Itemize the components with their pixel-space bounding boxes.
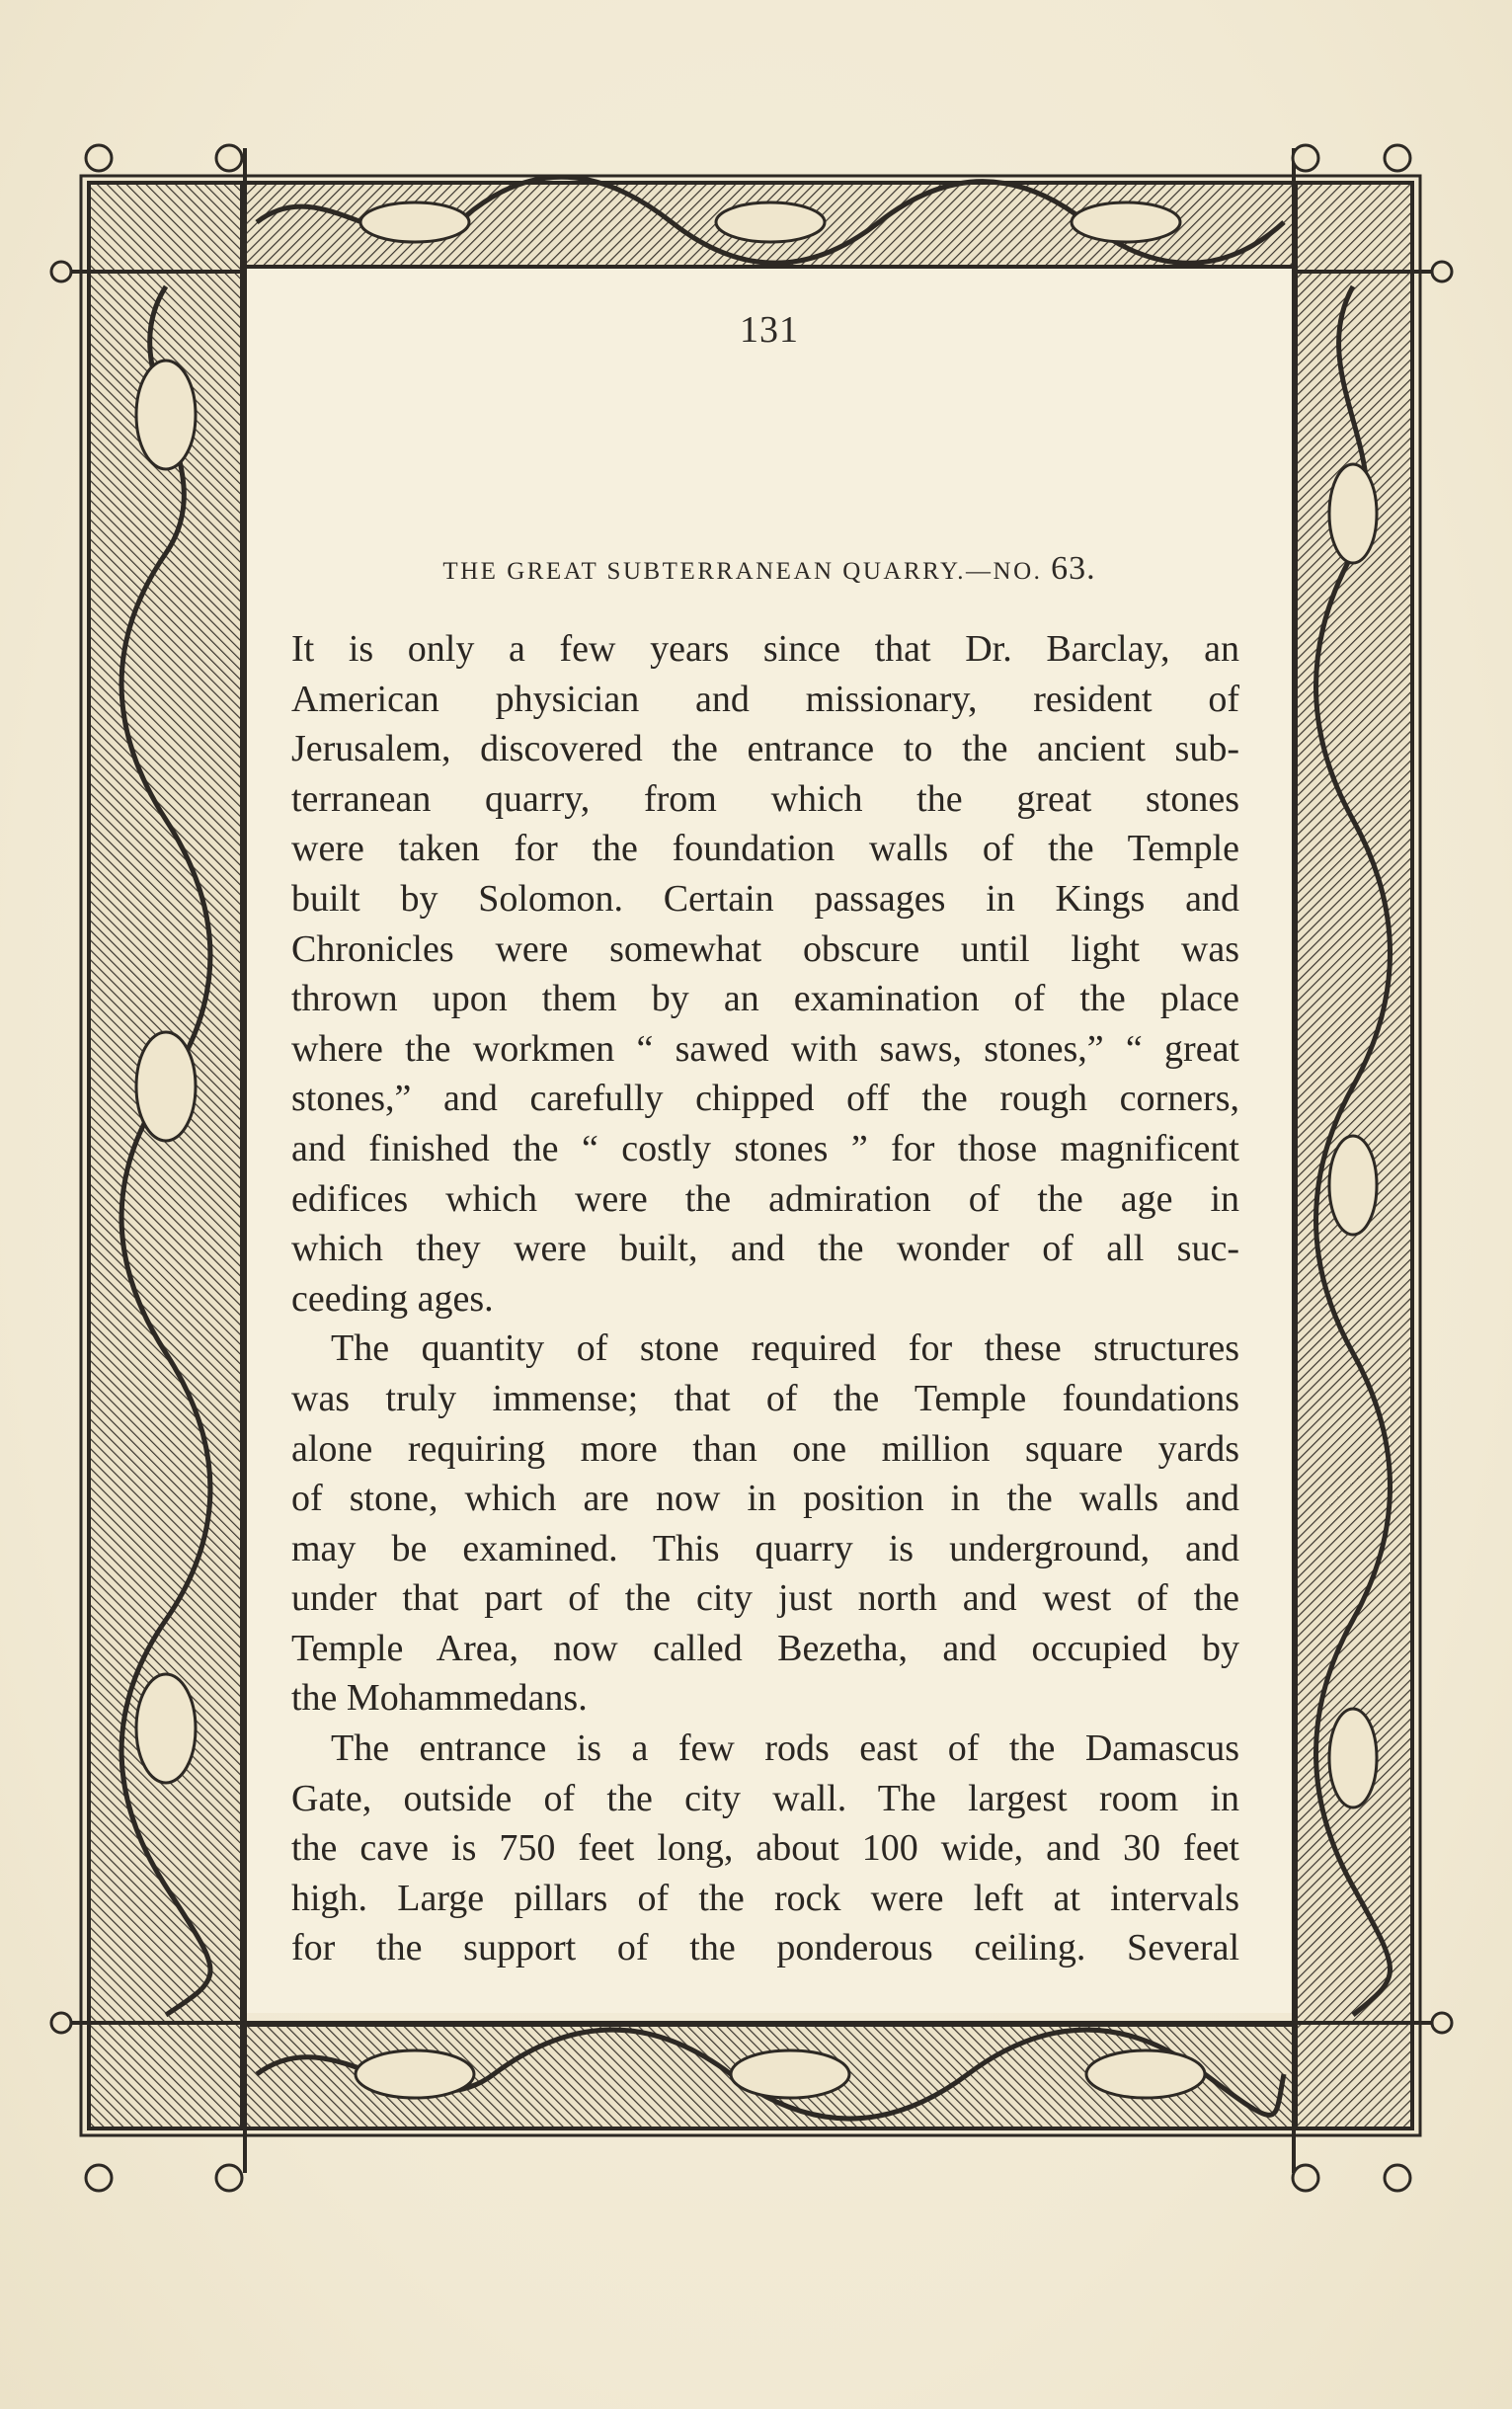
text-line: the Mohammedans. (291, 1677, 588, 1720)
text-line: high. Large pillars of the rock were left at intervals (291, 1877, 1239, 1919)
chapter-heading-number: 63. (1051, 550, 1096, 587)
text-line: may be examined. This quarry is underground, and (291, 1527, 1239, 1569)
text-line: under that part of the city just north and west of the (291, 1577, 1239, 1620)
text-line: Jerusalem, discovered the entrance to the ancient sub- (291, 728, 1239, 770)
text-line: The entrance is a few rods east of the Damascus (331, 1727, 1239, 1770)
text-line: edifices which were the admiration of the age in (291, 1177, 1239, 1220)
text-line: It is only a few years since that Dr. Barclay, an (291, 628, 1239, 670)
paragraph-2 (291, 1324, 1239, 1724)
text-line: for the support of the ponderous ceiling. Several (291, 1927, 1239, 1969)
text-line: which they were built, and the wonder of all suc- (291, 1228, 1239, 1270)
text-line: Chronicles were somewhat obscure until light was (291, 927, 1239, 970)
text-line: and finished the “ costly stones ” for those magnificent (291, 1127, 1239, 1169)
text-line: thrown upon them by an examination of the place (291, 978, 1239, 1020)
text-line: alone requiring more than one million square yards (291, 1427, 1239, 1470)
paragraph-1 (291, 624, 1239, 1324)
page-number: 131 (740, 309, 799, 351)
text-panel (247, 269, 1292, 2013)
text-line: was truly immense; that of the Temple foundations (291, 1377, 1239, 1419)
border-left-band (89, 183, 242, 2128)
text-line: where the workmen “ sawed with saws, stones,” “ great (291, 1027, 1239, 1070)
text-line: the cave is 750 feet long, about 100 wide, and 30 feet (291, 1827, 1239, 1870)
paragraph-3 (291, 1724, 1239, 1973)
text-line: The quantity of stone required for these structures (331, 1327, 1239, 1370)
text-line: Temple Area, now called Bezetha, and occupied by (291, 1627, 1239, 1669)
text-line: Gate, outside of the city wall. The largest room in (291, 1777, 1239, 1819)
text-line: American physician and missionary, resident of (291, 678, 1239, 720)
body-text (291, 624, 1239, 1973)
text-line: ceeding ages. (291, 1277, 494, 1320)
text-line: terranean quarry, from which the great stones (291, 777, 1239, 820)
text-line: of stone, which are now in position in the walls and (291, 1478, 1239, 1520)
text-line: built by Solomon. Certain passages in Kings and (291, 877, 1239, 920)
chapter-heading (247, 550, 1292, 588)
chapter-heading-title: THE GREAT SUBTERRANEAN QUARRY.—NO. (442, 558, 1043, 585)
text-line: stones,” and carefully chipped off the rough corners, (291, 1078, 1239, 1120)
text-line: were taken for the foundation walls of the Temple (291, 828, 1239, 870)
